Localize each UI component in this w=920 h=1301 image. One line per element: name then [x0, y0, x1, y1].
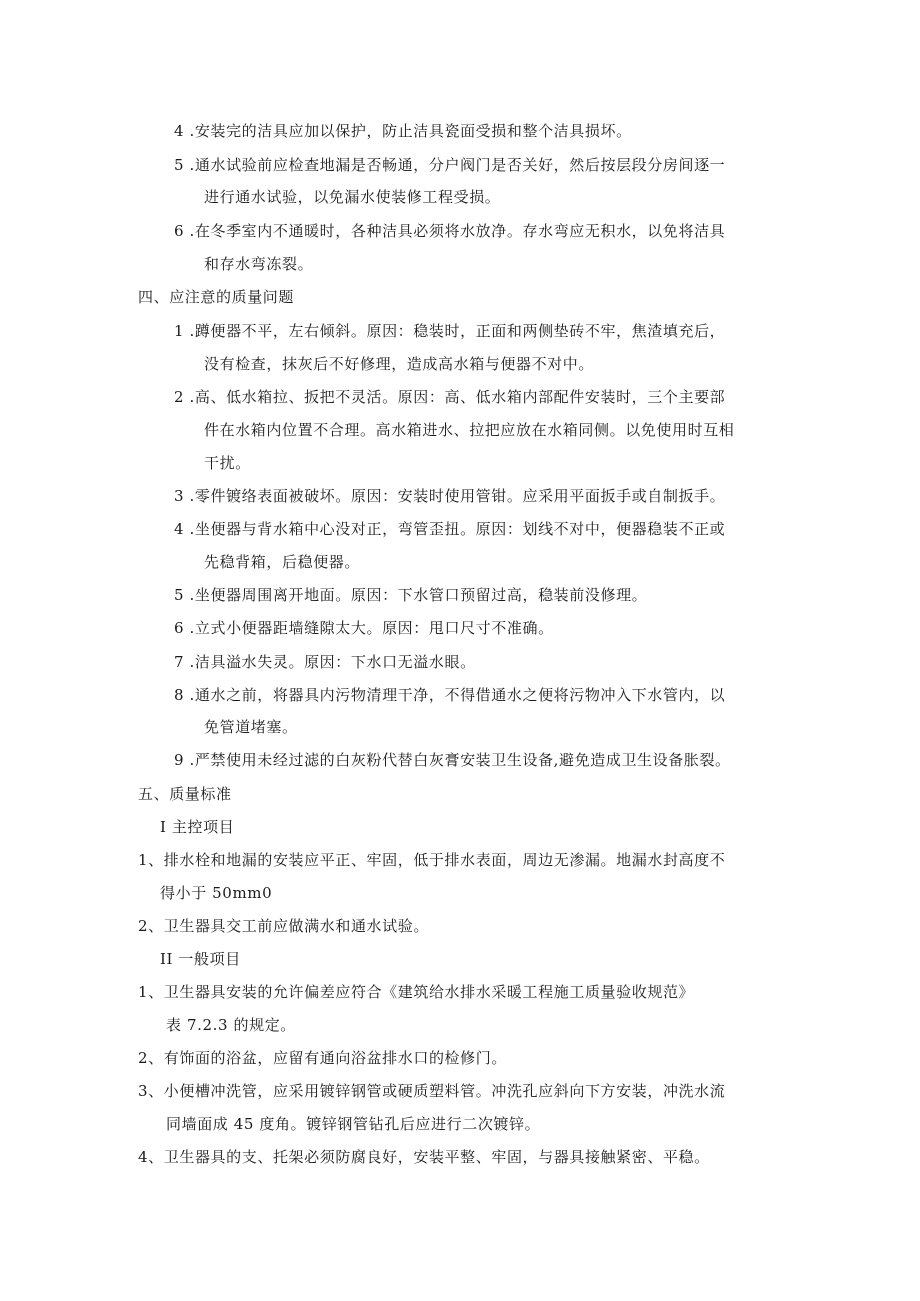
protect-item-5: 5 .通水试验前应检查地漏是否畅通，分户阀门是否关好，然后按层段分房间逐一 [174, 156, 726, 174]
protect-item-5-cont: 进行通水试验，以免漏水使装修工程受损。 [204, 188, 501, 206]
section4-item-7: 7 .洁具溢水失灵。原因：下水口无溢水眼。 [174, 653, 476, 671]
section4-item-1-cont: 没有检查，抹灰后不好修理，造成高水箱与便器不对中。 [204, 355, 595, 373]
general-title: II 一般项目 [160, 950, 241, 968]
section4-item-6: 6 .立式小便器距墙缝隙太大。原因：甩口尺寸不准确。 [174, 619, 554, 637]
protect-item-6: 6 .在冬季室内不通暖时，各种洁具必须将水放净。存水弯应无积水，以免将洁具 [174, 222, 726, 240]
general-item-1: 1、卫生器具安装的允许偏差应符合《建筑给水排水采暖工程施工质量验收规范》 [138, 983, 695, 1001]
main-item-1: 1、排水栓和地漏的安装应平正、牢固，低于排水表面，周边无渗漏。地漏水封高度不 [138, 851, 726, 869]
main-item-2: 2、卫生器具交工前应做满水和通水试验。 [138, 917, 429, 935]
section4-item-1: 1 .蹲便器不平，左右倾斜。原因：稳装时，正面和两侧垫砖不牢，焦渣填充后， [174, 322, 726, 340]
general-item-4: 4、卫生器具的支、托架必须防腐良好，安装平整、牢固，与器具接触紧密、平稳。 [138, 1148, 710, 1166]
section4-item-4-cont: 先稳背箱，后稳便器。 [204, 553, 361, 571]
protect-item-4: 4 .安装完的洁具应加以保护，防止洁具瓷面受损和整个洁具损坏。 [174, 122, 632, 140]
general-item-3-cont: 同墙面成 45 度角。镀锌钢管钻孔后应进行二次镀锌。 [166, 1115, 541, 1133]
section4-item-8: 8 .通水之前，将器具内污物清理干净，不得借通水之便将污物冲入下水管内，以 [174, 686, 726, 704]
protect-item-6-cont: 和存水弯冻裂。 [204, 255, 314, 273]
section4-item-8-cont: 免管道堵塞。 [204, 718, 298, 736]
main-control-title: I 主控项目 [160, 818, 235, 836]
section4-item-2: 2 .高、低水箱拉、扳把不灵活。原因：高、低水箱内部配件安装时，三个主要部 [174, 388, 726, 406]
section4-item-9: 9 .严禁使用未经过滤的白灰粉代替白灰膏安装卫生设备,避免造成卫生设备胀裂。 [174, 751, 731, 769]
section4-item-5: 5 .坐便器周围离开地面。原因：下水管口预留过高，稳装前没修理。 [174, 586, 648, 604]
general-item-3: 3、小便槽冲洗管，应采用镀锌钢管或硬质塑料管。冲洗孔应斜向下方安装，冲洗水流 [138, 1082, 726, 1100]
section5-title: 五、质量标准 [138, 785, 232, 803]
general-item-1-cont: 表 7.2.3 的规定。 [166, 1016, 296, 1034]
general-item-2: 2、有饰面的浴盆，应留有通向浴盆排水口的检修门。 [138, 1049, 507, 1067]
section4-item-4: 4 .坐便器与背水箱中心没对正，弯管歪扭。原因：划线不对中，便器稳装不正或 [174, 520, 726, 538]
section4-title: 四、应注意的质量问题 [138, 288, 295, 306]
main-item-1-cont: 得小于 50mm0 [160, 884, 273, 902]
section4-item-2-cont: 件在水箱内位置不合理。高水箱进水、拉把应放在水箱同侧。以免使用时互相 [204, 421, 735, 439]
section4-item-3: 3 .零件镀络表面被破坏。原因：安装时使用管钳。应采用平面扳手或自制扳手。 [174, 487, 726, 505]
section4-item-2-cont2: 干扰。 [204, 454, 251, 472]
